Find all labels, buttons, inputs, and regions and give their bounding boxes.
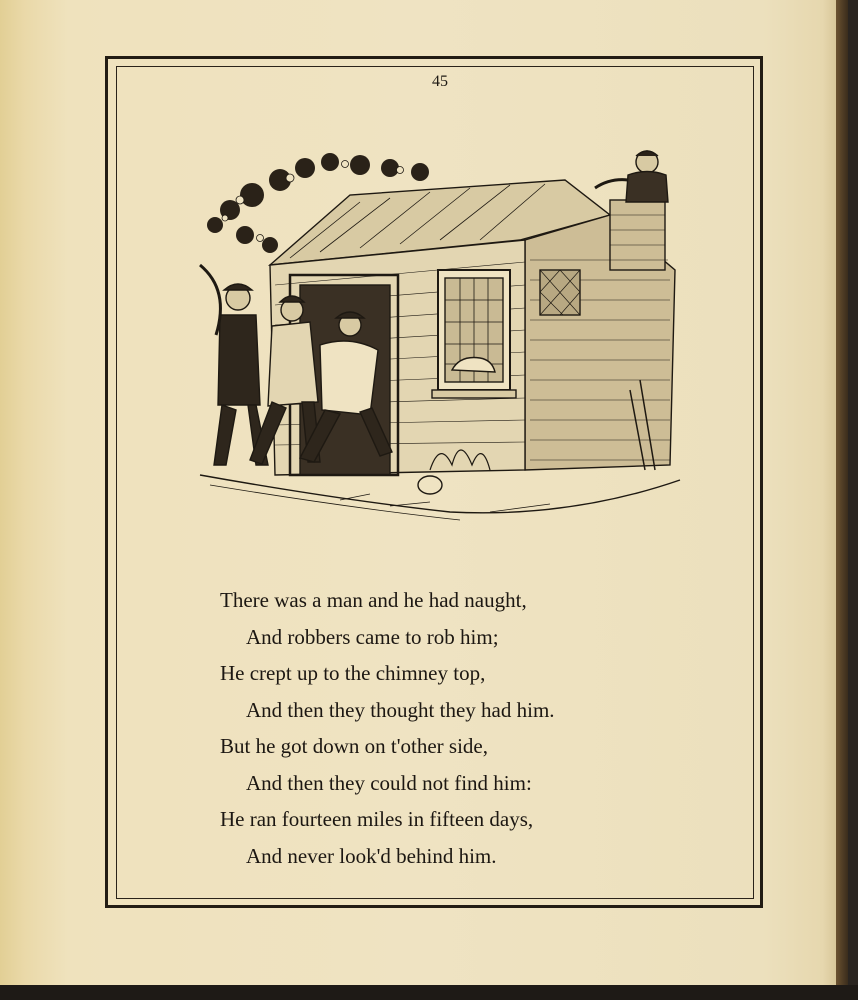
poem-line: He ran fourteen miles in fifteen days, — [220, 807, 534, 831]
poem-line: And never look'd behind him. — [246, 843, 497, 868]
woodcut-cottage-robbers-icon — [190, 140, 690, 530]
poem-line: And then they thought they had him. — [246, 697, 555, 722]
poem-line: And then they could not find him: — [246, 770, 532, 795]
page-edge — [836, 0, 848, 985]
page-shadow — [0, 985, 858, 1000]
poem — [220, 582, 690, 874]
poem-line: There was a man and he had naught, — [220, 588, 527, 612]
poem-line: And robbers came to rob him; — [246, 624, 499, 649]
poem-line: He crept up to the chimney top, — [220, 661, 486, 685]
poem-line: But he got down on t'other side, — [220, 734, 489, 758]
page-number: 45 — [432, 73, 448, 90]
